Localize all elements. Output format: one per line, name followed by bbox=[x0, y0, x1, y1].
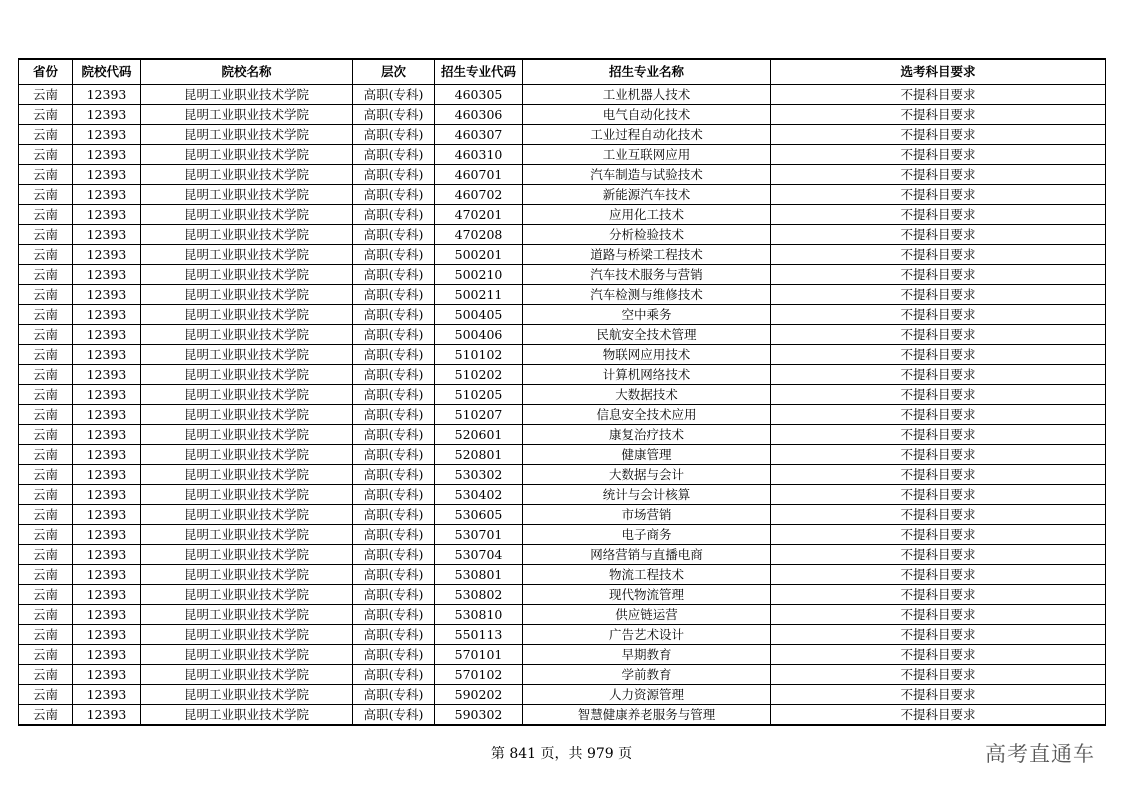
cell-level: 高职(专科) bbox=[353, 325, 435, 345]
cell-school-name: 昆明工业职业技术学院 bbox=[141, 365, 353, 385]
table-row bbox=[19, 525, 1106, 545]
cell-province: 云南 bbox=[19, 605, 73, 625]
cell-school-code: 12393 bbox=[73, 305, 141, 325]
cell-province: 云南 bbox=[19, 705, 73, 726]
cell-school-code: 12393 bbox=[73, 505, 141, 525]
table-row bbox=[19, 305, 1106, 325]
table-row bbox=[19, 405, 1106, 425]
header-school-code: 院校代码 bbox=[73, 59, 141, 85]
table-row bbox=[19, 705, 1106, 726]
cell-level: 高职(专科) bbox=[353, 245, 435, 265]
cell-level: 高职(专科) bbox=[353, 485, 435, 505]
cell-major-code: 530605 bbox=[435, 505, 523, 525]
cell-subject-requirement: 不提科目要求 bbox=[771, 465, 1106, 485]
cell-subject-requirement: 不提科目要求 bbox=[771, 245, 1106, 265]
cell-major-code: 460702 bbox=[435, 185, 523, 205]
cell-subject-requirement: 不提科目要求 bbox=[771, 485, 1106, 505]
header-level: 层次 bbox=[353, 59, 435, 85]
cell-school-name: 昆明工业职业技术学院 bbox=[141, 125, 353, 145]
cell-school-name: 昆明工业职业技术学院 bbox=[141, 465, 353, 485]
cell-school-code: 12393 bbox=[73, 325, 141, 345]
table-row bbox=[19, 325, 1106, 345]
cell-level: 高职(专科) bbox=[353, 565, 435, 585]
cell-province: 云南 bbox=[19, 105, 73, 125]
cell-major-code: 590302 bbox=[435, 705, 523, 726]
cell-school-name: 昆明工业职业技术学院 bbox=[141, 385, 353, 405]
cell-school-name: 昆明工业职业技术学院 bbox=[141, 705, 353, 726]
cell-major-name: 学前教育 bbox=[523, 665, 771, 685]
table-row bbox=[19, 225, 1106, 245]
cell-level: 高职(专科) bbox=[353, 165, 435, 185]
cell-school-name: 昆明工业职业技术学院 bbox=[141, 565, 353, 585]
cell-subject-requirement: 不提科目要求 bbox=[771, 685, 1106, 705]
cell-level: 高职(专科) bbox=[353, 585, 435, 605]
cell-subject-requirement: 不提科目要求 bbox=[771, 285, 1106, 305]
cell-school-code: 12393 bbox=[73, 265, 141, 285]
cell-major-name: 应用化工技术 bbox=[523, 205, 771, 225]
table-row bbox=[19, 545, 1106, 565]
cell-subject-requirement: 不提科目要求 bbox=[771, 325, 1106, 345]
cell-major-code: 530810 bbox=[435, 605, 523, 625]
cell-major-name: 统计与会计核算 bbox=[523, 485, 771, 505]
cell-major-name: 汽车技术服务与营销 bbox=[523, 265, 771, 285]
cell-major-code: 520601 bbox=[435, 425, 523, 445]
cell-province: 云南 bbox=[19, 505, 73, 525]
cell-major-name: 新能源汽车技术 bbox=[523, 185, 771, 205]
cell-school-code: 12393 bbox=[73, 285, 141, 305]
table-row bbox=[19, 185, 1106, 205]
cell-school-code: 12393 bbox=[73, 625, 141, 645]
cell-major-code: 570101 bbox=[435, 645, 523, 665]
cell-province: 云南 bbox=[19, 465, 73, 485]
cell-school-code: 12393 bbox=[73, 425, 141, 445]
cell-major-code: 500211 bbox=[435, 285, 523, 305]
cell-major-code: 510102 bbox=[435, 345, 523, 365]
cell-school-code: 12393 bbox=[73, 485, 141, 505]
table-row bbox=[19, 485, 1106, 505]
table-row bbox=[19, 425, 1106, 445]
cell-subject-requirement: 不提科目要求 bbox=[771, 345, 1106, 365]
cell-subject-requirement: 不提科目要求 bbox=[771, 165, 1106, 185]
cell-province: 云南 bbox=[19, 445, 73, 465]
cell-major-code: 460306 bbox=[435, 105, 523, 125]
cell-major-name: 早期教育 bbox=[523, 645, 771, 665]
cell-school-code: 12393 bbox=[73, 205, 141, 225]
cell-level: 高职(专科) bbox=[353, 605, 435, 625]
cell-major-name: 市场营销 bbox=[523, 505, 771, 525]
cell-subject-requirement: 不提科目要求 bbox=[771, 585, 1106, 605]
cell-major-name: 工业过程自动化技术 bbox=[523, 125, 771, 145]
table-row bbox=[19, 85, 1106, 105]
cell-subject-requirement: 不提科目要求 bbox=[771, 705, 1106, 726]
cell-school-name: 昆明工业职业技术学院 bbox=[141, 585, 353, 605]
cell-major-code: 500201 bbox=[435, 245, 523, 265]
cell-level: 高职(专科) bbox=[353, 665, 435, 685]
cell-level: 高职(专科) bbox=[353, 205, 435, 225]
cell-province: 云南 bbox=[19, 665, 73, 685]
cell-subject-requirement: 不提科目要求 bbox=[771, 105, 1106, 125]
cell-major-code: 460310 bbox=[435, 145, 523, 165]
cell-level: 高职(专科) bbox=[353, 545, 435, 565]
cell-school-code: 12393 bbox=[73, 605, 141, 625]
table-row bbox=[19, 285, 1106, 305]
cell-major-name: 汽车制造与试验技术 bbox=[523, 165, 771, 185]
cell-school-name: 昆明工业职业技术学院 bbox=[141, 605, 353, 625]
cell-school-code: 12393 bbox=[73, 105, 141, 125]
table-row bbox=[19, 585, 1106, 605]
cell-major-name: 物流工程技术 bbox=[523, 565, 771, 585]
cell-major-name: 信息安全技术应用 bbox=[523, 405, 771, 425]
table-row bbox=[19, 265, 1106, 285]
cell-major-name: 物联网应用技术 bbox=[523, 345, 771, 365]
cell-school-code: 12393 bbox=[73, 85, 141, 105]
cell-province: 云南 bbox=[19, 325, 73, 345]
cell-subject-requirement: 不提科目要求 bbox=[771, 385, 1106, 405]
cell-level: 高职(专科) bbox=[353, 425, 435, 445]
table-row bbox=[19, 645, 1106, 665]
cell-major-code: 510207 bbox=[435, 405, 523, 425]
cell-level: 高职(专科) bbox=[353, 385, 435, 405]
cell-level: 高职(专科) bbox=[353, 525, 435, 545]
cell-province: 云南 bbox=[19, 245, 73, 265]
cell-level: 高职(专科) bbox=[353, 345, 435, 365]
cell-school-code: 12393 bbox=[73, 245, 141, 265]
cell-province: 云南 bbox=[19, 165, 73, 185]
cell-school-code: 12393 bbox=[73, 645, 141, 665]
cell-major-name: 康复治疗技术 bbox=[523, 425, 771, 445]
cell-school-code: 12393 bbox=[73, 705, 141, 726]
cell-subject-requirement: 不提科目要求 bbox=[771, 665, 1106, 685]
cell-school-name: 昆明工业职业技术学院 bbox=[141, 685, 353, 705]
cell-province: 云南 bbox=[19, 365, 73, 385]
cell-province: 云南 bbox=[19, 85, 73, 105]
cell-school-name: 昆明工业职业技术学院 bbox=[141, 405, 353, 425]
cell-level: 高职(专科) bbox=[353, 85, 435, 105]
cell-subject-requirement: 不提科目要求 bbox=[771, 425, 1106, 445]
cell-level: 高职(专科) bbox=[353, 705, 435, 726]
cell-major-code: 530704 bbox=[435, 545, 523, 565]
cell-level: 高职(专科) bbox=[353, 145, 435, 165]
cell-school-code: 12393 bbox=[73, 525, 141, 545]
cell-level: 高职(专科) bbox=[353, 225, 435, 245]
table-row bbox=[19, 145, 1106, 165]
cell-school-name: 昆明工业职业技术学院 bbox=[141, 325, 353, 345]
cell-major-code: 520801 bbox=[435, 445, 523, 465]
cell-major-name: 电气自动化技术 bbox=[523, 105, 771, 125]
cell-school-name: 昆明工业职业技术学院 bbox=[141, 105, 353, 125]
cell-subject-requirement: 不提科目要求 bbox=[771, 85, 1106, 105]
cell-major-name: 人力资源管理 bbox=[523, 685, 771, 705]
cell-school-name: 昆明工业职业技术学院 bbox=[141, 305, 353, 325]
cell-major-code: 530801 bbox=[435, 565, 523, 585]
cell-level: 高职(专科) bbox=[353, 305, 435, 325]
cell-major-name: 健康管理 bbox=[523, 445, 771, 465]
cell-province: 云南 bbox=[19, 305, 73, 325]
cell-school-name: 昆明工业职业技术学院 bbox=[141, 485, 353, 505]
cell-province: 云南 bbox=[19, 125, 73, 145]
cell-major-name: 道路与桥梁工程技术 bbox=[523, 245, 771, 265]
watermark-logo: 高考直通车 bbox=[985, 742, 1095, 766]
cell-province: 云南 bbox=[19, 645, 73, 665]
header-major-name: 招生专业名称 bbox=[523, 59, 771, 85]
cell-major-name: 工业机器人技术 bbox=[523, 85, 771, 105]
cell-province: 云南 bbox=[19, 685, 73, 705]
cell-major-code: 530302 bbox=[435, 465, 523, 485]
cell-major-name: 供应链运营 bbox=[523, 605, 771, 625]
page-number: 第 841 页，共 979 页 bbox=[490, 746, 633, 762]
cell-school-code: 12393 bbox=[73, 405, 141, 425]
cell-subject-requirement: 不提科目要求 bbox=[771, 525, 1106, 545]
cell-province: 云南 bbox=[19, 385, 73, 405]
cell-subject-requirement: 不提科目要求 bbox=[771, 405, 1106, 425]
table-row bbox=[19, 505, 1106, 525]
cell-subject-requirement: 不提科目要求 bbox=[771, 605, 1106, 625]
header-subject-requirement: 选考科目要求 bbox=[771, 59, 1106, 85]
cell-subject-requirement: 不提科目要求 bbox=[771, 565, 1106, 585]
cell-school-code: 12393 bbox=[73, 385, 141, 405]
cell-school-name: 昆明工业职业技术学院 bbox=[141, 545, 353, 565]
cell-school-name: 昆明工业职业技术学院 bbox=[141, 645, 353, 665]
cell-province: 云南 bbox=[19, 485, 73, 505]
cell-major-code: 530802 bbox=[435, 585, 523, 605]
cell-school-code: 12393 bbox=[73, 685, 141, 705]
cell-school-name: 昆明工业职业技术学院 bbox=[141, 165, 353, 185]
cell-school-code: 12393 bbox=[73, 185, 141, 205]
table-row bbox=[19, 365, 1106, 385]
cell-province: 云南 bbox=[19, 405, 73, 425]
cell-major-name: 广告艺术设计 bbox=[523, 625, 771, 645]
header-school-name: 院校名称 bbox=[141, 59, 353, 85]
cell-level: 高职(专科) bbox=[353, 645, 435, 665]
cell-level: 高职(专科) bbox=[353, 405, 435, 425]
cell-subject-requirement: 不提科目要求 bbox=[771, 225, 1106, 245]
cell-major-code: 510202 bbox=[435, 365, 523, 385]
cell-school-name: 昆明工业职业技术学院 bbox=[141, 145, 353, 165]
cell-school-name: 昆明工业职业技术学院 bbox=[141, 425, 353, 445]
cell-province: 云南 bbox=[19, 285, 73, 305]
cell-school-name: 昆明工业职业技术学院 bbox=[141, 525, 353, 545]
cell-level: 高职(专科) bbox=[353, 445, 435, 465]
cell-major-name: 大数据技术 bbox=[523, 385, 771, 405]
cell-subject-requirement: 不提科目要求 bbox=[771, 505, 1106, 525]
cell-school-code: 12393 bbox=[73, 345, 141, 365]
cell-school-code: 12393 bbox=[73, 165, 141, 185]
cell-school-code: 12393 bbox=[73, 665, 141, 685]
cell-level: 高职(专科) bbox=[353, 105, 435, 125]
admissions-table bbox=[18, 58, 1106, 726]
header-province: 省份 bbox=[19, 59, 73, 85]
cell-major-name: 计算机网络技术 bbox=[523, 365, 771, 385]
cell-major-code: 470208 bbox=[435, 225, 523, 245]
cell-level: 高职(专科) bbox=[353, 505, 435, 525]
table-row bbox=[19, 385, 1106, 405]
cell-level: 高职(专科) bbox=[353, 125, 435, 145]
cell-subject-requirement: 不提科目要求 bbox=[771, 205, 1106, 225]
cell-major-code: 570102 bbox=[435, 665, 523, 685]
cell-major-name: 工业互联网应用 bbox=[523, 145, 771, 165]
cell-major-code: 470201 bbox=[435, 205, 523, 225]
cell-school-name: 昆明工业职业技术学院 bbox=[141, 265, 353, 285]
cell-major-code: 500405 bbox=[435, 305, 523, 325]
cell-school-name: 昆明工业职业技术学院 bbox=[141, 205, 353, 225]
cell-level: 高职(专科) bbox=[353, 265, 435, 285]
cell-level: 高职(专科) bbox=[353, 185, 435, 205]
cell-subject-requirement: 不提科目要求 bbox=[771, 645, 1106, 665]
cell-subject-requirement: 不提科目要求 bbox=[771, 265, 1106, 285]
cell-major-code: 500210 bbox=[435, 265, 523, 285]
cell-major-name: 智慧健康养老服务与管理 bbox=[523, 705, 771, 726]
cell-level: 高职(专科) bbox=[353, 465, 435, 485]
cell-province: 云南 bbox=[19, 585, 73, 605]
cell-major-name: 汽车检测与维修技术 bbox=[523, 285, 771, 305]
cell-school-name: 昆明工业职业技术学院 bbox=[141, 625, 353, 645]
cell-province: 云南 bbox=[19, 145, 73, 165]
cell-school-name: 昆明工业职业技术学院 bbox=[141, 85, 353, 105]
cell-subject-requirement: 不提科目要求 bbox=[771, 545, 1106, 565]
table-row bbox=[19, 245, 1106, 265]
cell-province: 云南 bbox=[19, 205, 73, 225]
cell-subject-requirement: 不提科目要求 bbox=[771, 365, 1106, 385]
cell-school-code: 12393 bbox=[73, 545, 141, 565]
cell-major-code: 460701 bbox=[435, 165, 523, 185]
cell-subject-requirement: 不提科目要求 bbox=[771, 145, 1106, 165]
table-row bbox=[19, 105, 1106, 125]
cell-school-code: 12393 bbox=[73, 565, 141, 585]
cell-major-code: 550113 bbox=[435, 625, 523, 645]
cell-major-code: 530701 bbox=[435, 525, 523, 545]
table-row bbox=[19, 685, 1106, 705]
table-row bbox=[19, 625, 1106, 645]
cell-major-code: 510205 bbox=[435, 385, 523, 405]
cell-province: 云南 bbox=[19, 425, 73, 445]
cell-province: 云南 bbox=[19, 525, 73, 545]
table-row bbox=[19, 345, 1106, 365]
cell-major-code: 460305 bbox=[435, 85, 523, 105]
cell-school-name: 昆明工业职业技术学院 bbox=[141, 285, 353, 305]
cell-subject-requirement: 不提科目要求 bbox=[771, 305, 1106, 325]
cell-school-code: 12393 bbox=[73, 125, 141, 145]
cell-school-code: 12393 bbox=[73, 225, 141, 245]
cell-subject-requirement: 不提科目要求 bbox=[771, 185, 1106, 205]
table-row bbox=[19, 205, 1106, 225]
table-row bbox=[19, 465, 1106, 485]
cell-province: 云南 bbox=[19, 345, 73, 365]
cell-school-name: 昆明工业职业技术学院 bbox=[141, 225, 353, 245]
cell-major-code: 460307 bbox=[435, 125, 523, 145]
header-major-code: 招生专业代码 bbox=[435, 59, 523, 85]
cell-school-code: 12393 bbox=[73, 465, 141, 485]
cell-level: 高职(专科) bbox=[353, 365, 435, 385]
table-row bbox=[19, 605, 1106, 625]
cell-province: 云南 bbox=[19, 225, 73, 245]
cell-province: 云南 bbox=[19, 265, 73, 285]
cell-province: 云南 bbox=[19, 565, 73, 585]
cell-level: 高职(专科) bbox=[353, 685, 435, 705]
cell-school-name: 昆明工业职业技术学院 bbox=[141, 505, 353, 525]
cell-major-name: 民航安全技术管理 bbox=[523, 325, 771, 345]
table-row bbox=[19, 565, 1106, 585]
cell-school-name: 昆明工业职业技术学院 bbox=[141, 185, 353, 205]
cell-major-name: 大数据与会计 bbox=[523, 465, 771, 485]
cell-school-code: 12393 bbox=[73, 445, 141, 465]
table-row bbox=[19, 665, 1106, 685]
cell-school-name: 昆明工业职业技术学院 bbox=[141, 245, 353, 265]
cell-major-name: 分析检验技术 bbox=[523, 225, 771, 245]
cell-major-name: 空中乘务 bbox=[523, 305, 771, 325]
cell-school-code: 12393 bbox=[73, 145, 141, 165]
cell-subject-requirement: 不提科目要求 bbox=[771, 445, 1106, 465]
header-row bbox=[19, 59, 1106, 85]
table-row bbox=[19, 445, 1106, 465]
cell-level: 高职(专科) bbox=[353, 285, 435, 305]
cell-school-name: 昆明工业职业技术学院 bbox=[141, 445, 353, 465]
cell-school-name: 昆明工业职业技术学院 bbox=[141, 665, 353, 685]
cell-school-code: 12393 bbox=[73, 585, 141, 605]
cell-province: 云南 bbox=[19, 185, 73, 205]
cell-major-code: 500406 bbox=[435, 325, 523, 345]
table-row bbox=[19, 125, 1106, 145]
cell-school-code: 12393 bbox=[73, 365, 141, 385]
cell-subject-requirement: 不提科目要求 bbox=[771, 625, 1106, 645]
cell-major-code: 530402 bbox=[435, 485, 523, 505]
cell-subject-requirement: 不提科目要求 bbox=[771, 125, 1106, 145]
cell-major-name: 电子商务 bbox=[523, 525, 771, 545]
cell-major-name: 现代物流管理 bbox=[523, 585, 771, 605]
cell-school-name: 昆明工业职业技术学院 bbox=[141, 345, 353, 365]
cell-major-code: 590202 bbox=[435, 685, 523, 705]
table-row bbox=[19, 165, 1106, 185]
cell-province: 云南 bbox=[19, 625, 73, 645]
cell-province: 云南 bbox=[19, 545, 73, 565]
cell-major-name: 网络营销与直播电商 bbox=[523, 545, 771, 565]
cell-level: 高职(专科) bbox=[353, 625, 435, 645]
